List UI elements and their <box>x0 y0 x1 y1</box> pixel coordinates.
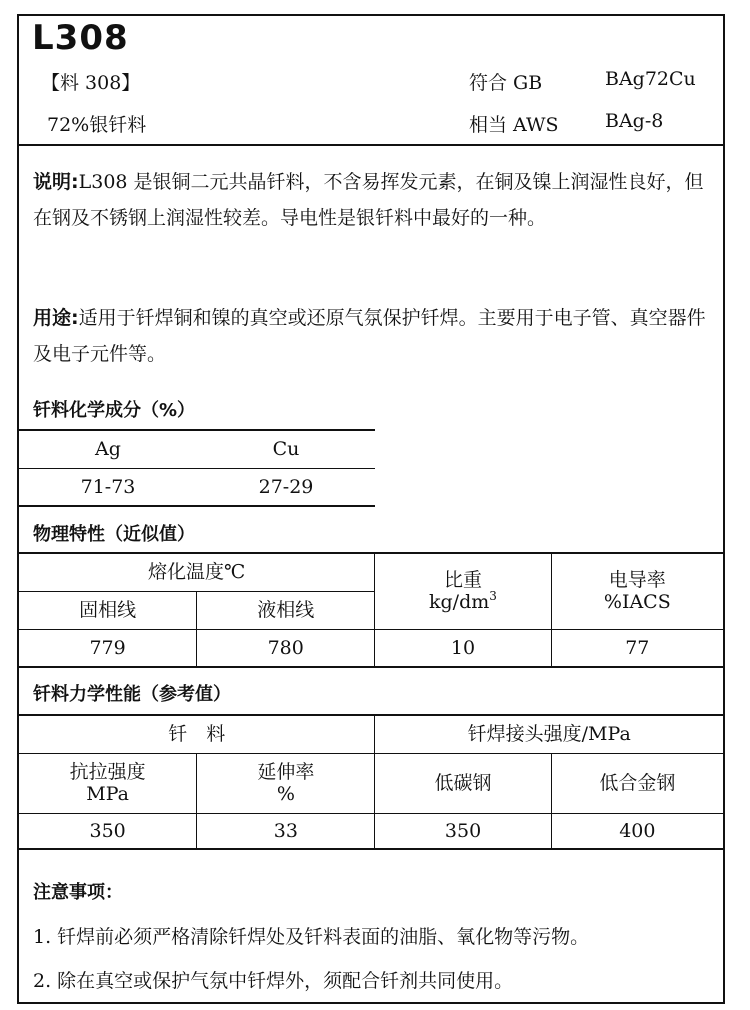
mechanical-title: 钎料力学性能（参考值） <box>33 684 231 705</box>
low-carbon-steel-value: 350 <box>375 813 551 849</box>
notes-title: 注意事项： <box>33 882 123 903</box>
liquidus-value: 780 <box>197 629 375 667</box>
header-divider <box>19 144 723 146</box>
elongation-header <box>197 753 375 813</box>
liquidus-header: 液相线 <box>197 591 375 629</box>
density-value: 10 <box>375 629 551 667</box>
description-paragraph <box>33 164 721 236</box>
tensile-header <box>19 753 197 813</box>
conductivity-unit: %IACS <box>603 591 671 614</box>
density-unit: $kg/dm^3$ <box>429 589 497 614</box>
elongation-label: 延伸率 <box>257 761 315 783</box>
solidus-header: 固相线 <box>19 591 197 629</box>
physical-table <box>19 552 723 668</box>
composition-header-cu: Cu <box>272 438 300 461</box>
gb-value: BAg72Cu <box>605 68 696 90</box>
description-text: L308 是银铜二元共晶钎料，不含易挥发元素，在铜及镍上润湿性良好，但在钢及不锈钢上润湿性较差。导电性是银钎料中最好的一种。 <box>33 171 704 229</box>
usage-label: 用途: <box>33 307 79 329</box>
product-code: 【料 308】 <box>41 72 141 94</box>
conductivity-header <box>551 553 723 629</box>
conductivity-label: 电导率 <box>608 569 666 592</box>
elongation-value: 33 <box>197 813 375 849</box>
usage-text: 适用于钎焊铜和镍的真空或还原气氛保护钎焊。主要用于电子管、真空器件及电子元件等。 <box>33 307 706 365</box>
aws-label: 相当 AWS <box>469 114 559 136</box>
joint-strength-header: 钎焊接头强度/MPa <box>375 715 723 753</box>
product-title: L308 <box>32 18 129 58</box>
low-carbon-steel-header: 低碳钢 <box>375 753 551 813</box>
density-label: 比重 <box>443 569 482 592</box>
aws-value: BAg-8 <box>605 110 664 132</box>
filler-header: 钎 料 <box>19 715 375 753</box>
product-sheet <box>17 14 725 1004</box>
note-item-2: 2. 除在真空或保护气氛中钎焊外，须配合钎剂共同使用。 <box>33 970 514 992</box>
note-item-1: 1. 钎焊前必须严格清除钎焊处及钎料表面的油脂、氧化物等污物。 <box>33 926 590 948</box>
tensile-unit: MPa <box>86 783 129 805</box>
density-header <box>375 553 551 629</box>
tensile-label: 抗拉强度 <box>69 761 146 783</box>
mechanical-value-row <box>19 813 723 849</box>
mechanical-table <box>19 714 723 850</box>
elongation-unit: % <box>276 783 295 805</box>
usage-paragraph <box>33 300 721 372</box>
solidus-value: 779 <box>19 629 197 667</box>
product-name: 72%银钎料 <box>47 114 147 136</box>
composition-value-ag: 71-73 <box>80 475 136 498</box>
melting-temperature-header: 熔化温度℃ <box>19 553 375 591</box>
composition-value-cu: 27-29 <box>258 475 314 498</box>
conductivity-value: 77 <box>625 636 650 659</box>
description-label: 说明: <box>33 171 79 193</box>
physical-value-row <box>19 629 723 667</box>
composition-title: 钎料化学成分（%） <box>33 400 196 421</box>
composition-header-ag: Ag <box>95 438 121 461</box>
low-alloy-steel-value: 400 <box>619 819 656 842</box>
physical-title: 物理特性（近似值） <box>33 524 195 545</box>
composition-header-row <box>19 430 375 468</box>
tensile-value: 350 <box>19 813 197 849</box>
gb-label: 符合 GB <box>469 72 543 94</box>
composition-value-row <box>19 468 375 506</box>
low-alloy-steel-header: 低合金钢 <box>551 753 723 813</box>
composition-table <box>19 429 375 507</box>
